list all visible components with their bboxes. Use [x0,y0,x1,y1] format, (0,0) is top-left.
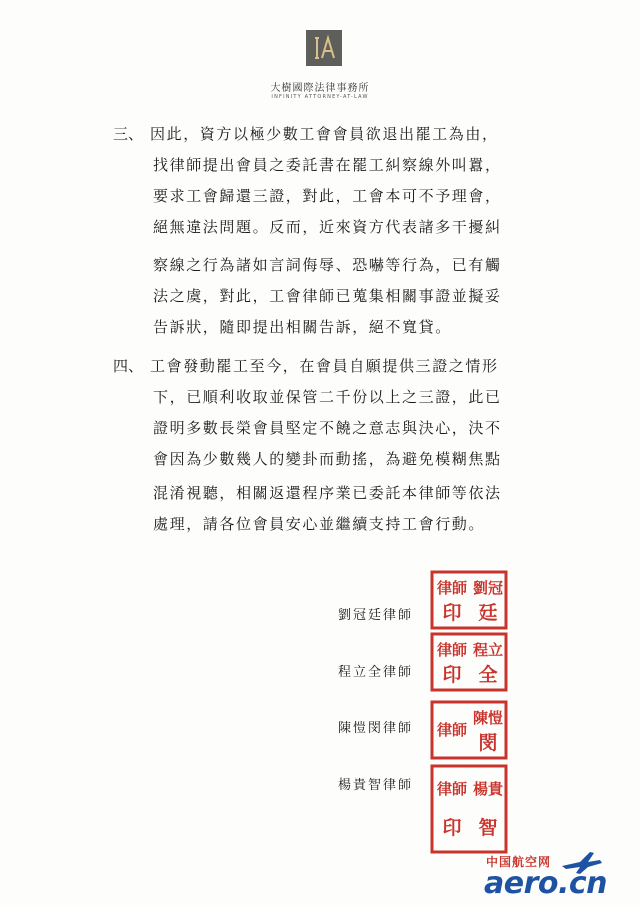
signatory-name: 陳愷閔律師 [338,721,414,736]
seal-text: 全 [478,663,498,686]
seal-text: 廷 [478,601,498,624]
lawyer-seal-stamp [430,700,508,760]
seal-text: 陳愷 [472,708,503,727]
lawyer-seal-stamp [430,632,508,692]
paragraph-line: 察線之行為諸如言詞侮辱、恐嚇等行為，已有觸 [153,256,502,274]
paragraph-line: 工會發動罷工至今，在會員自願提供三證之情形 [150,357,499,375]
paragraph-line: 處理，請各位會員安心並繼續支持工會行動。 [153,515,486,533]
seal-text: 律師 [436,720,467,739]
watermark-site-logo: aero.cn [484,866,608,901]
lawyer-seal-stamp [430,570,508,630]
paragraph-line: 找律師提出會員之委託書在罷工糾察線外叫囂， [153,156,502,174]
signatory-name: 程立全律師 [338,665,414,680]
seal-text: 智 [478,816,498,839]
paragraph-line: 絕無違法問題。反而，近來資方代表諸多干擾糾 [153,218,502,236]
seal-text: 印 [442,601,462,624]
seal-text: 律師 [436,640,467,659]
lawyer-seal-stamp [430,764,508,854]
paragraph-line: 會因為少數幾人的變卦而動搖，為避免模糊焦點 [153,450,502,468]
seal-text: 楊貴 [472,779,503,798]
watermark-site-name: 中国航空网 [486,855,552,869]
seal-text: 律師 [436,578,467,597]
paragraph-marker: 四、 [113,357,144,375]
paragraph-line: 因此，資方以極少數工會會員欲退出罷工為由， [150,125,499,143]
signatory-name: 楊貴智律師 [338,778,414,793]
paragraph-line: 混淆視聽，相關返還程序業已委託本律師等依法 [153,484,502,502]
seal-text: 程立 [472,640,503,659]
firm-name-english: INFINITY ATTORNEY-AT-LAW [271,94,369,100]
signatory-name: 劉冠廷律師 [338,608,414,623]
paragraph-line: 要求工會歸還三證，對此，工會本可不予理會， [153,187,502,205]
seal-text: 劉冠 [472,578,503,597]
paragraph-line: 告訴狀，隨即提出相關告訴，絕不寬貸。 [153,318,452,336]
paragraph-marker: 三、 [113,125,144,143]
paragraph-line: 法之虞，對此，工會律師已蒐集相關事證並擬妥 [153,287,502,305]
seal-text: 印 [442,816,462,839]
seal-text: 印 [442,663,462,686]
seal-text: 律師 [436,779,467,798]
firm-logo-icon [306,30,342,66]
firm-name: 大樹國際法律事務所 [270,83,370,94]
paragraph-line: 證明多數長榮會員堅定不饒之意志與決心，決不 [153,419,502,437]
seal-text: 閔 [478,731,498,754]
paragraph-line: 下，已順利收取並保管二千份以上之三證，此已 [153,388,502,406]
